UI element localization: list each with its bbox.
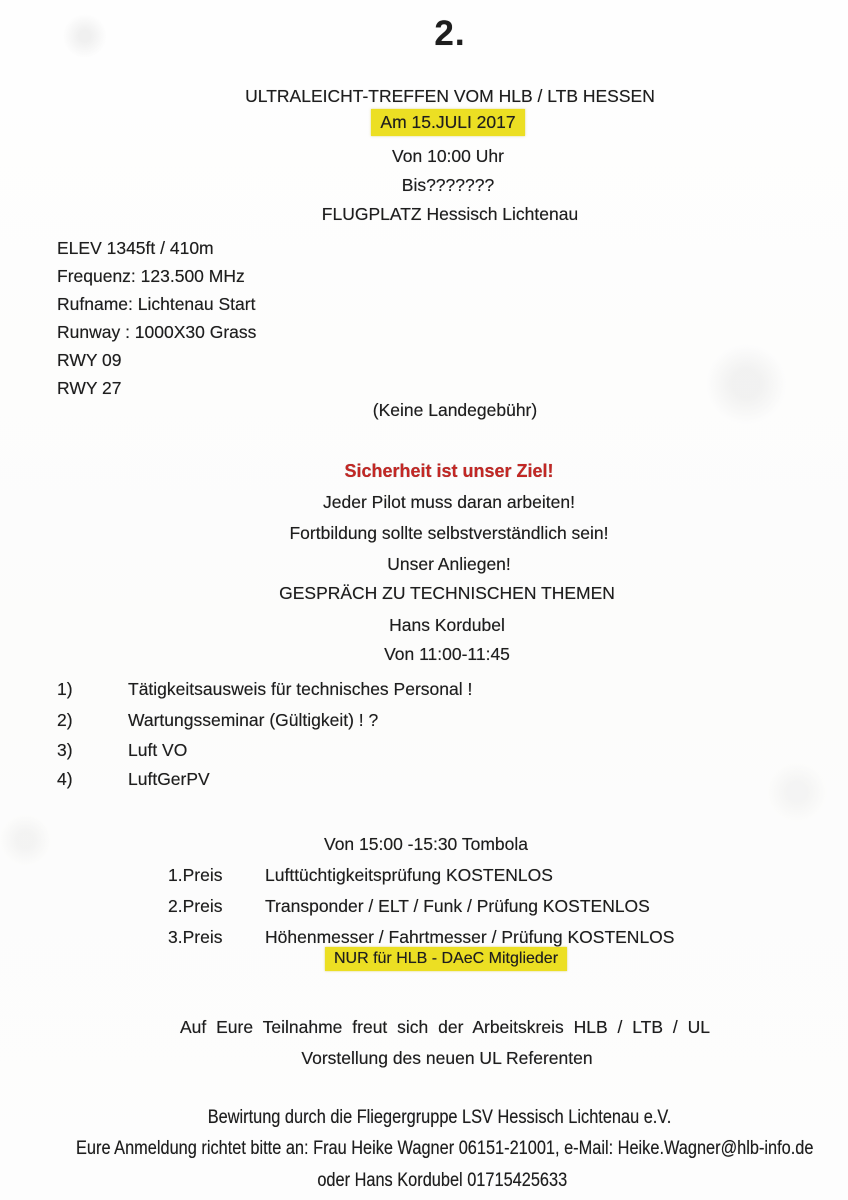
tombola-title: Von 15:00 -15:30 Tombola [323, 834, 528, 854]
airfield-elevation: ELEV 1345ft / 410m [57, 238, 214, 258]
event-location: FLUGPLATZ Hessisch Lichtenau [321, 204, 579, 224]
prize-text: Lufttüchtigkeitsprüfung KOSTENLOS [265, 865, 553, 885]
closing-line-1: Auf Eure Teilnahme freut sich der Arbeitskreis HLB / LTB / UL [180, 1017, 710, 1037]
event-date-highlight: Am 15.JULI 2017 [371, 109, 524, 136]
airfield-rwy-09: RWY 09 [57, 350, 122, 370]
topic-number: 4) [57, 769, 73, 789]
talk-time: Von 11:00-11:45 [384, 644, 510, 664]
tombola-note-line [22, 947, 848, 969]
safety-line-2: Fortbildung sollte selbstverständlich sein! [289, 523, 609, 543]
prize-text: Transponder / ELT / Funk / Prüfung KOSTENLOS [265, 896, 650, 916]
event-start-time: Von 10:00 Uhr [392, 146, 504, 166]
footer-phone-line [18, 1169, 848, 1193]
airfield-runway: Runway : 1000X30 Grass [57, 322, 257, 342]
safety-headline: Sicherheit ist unser Ziel! [344, 461, 554, 481]
topic-number: 2) [57, 710, 73, 730]
tombola-note-highlight: NUR für HLB - DAeC Mitglieder [325, 947, 567, 971]
safety-line-1: Jeder Pilot muss daran arbeiten! [323, 492, 575, 512]
airfield-frequency: Frequenz: 123.500 MHz [57, 266, 245, 286]
footer-catering-line [16, 1106, 848, 1130]
topic-text: LuftGerPV [128, 769, 210, 789]
footer-registration-line [16, 1137, 848, 1161]
page-number: 2. [434, 14, 466, 53]
event-date-line [24, 112, 848, 134]
landing-fee-note: (Keine Landegebühr) [372, 400, 538, 420]
event-title: ULTRALEICHT-TREFFEN VOM HLB / LTB HESSEN [245, 86, 655, 106]
talk-title: GESPRÄCH ZU TECHNISCHEN THEMEN [279, 583, 615, 603]
prize-label: 2.Preis [168, 896, 223, 916]
footer-registration-text: Eure Anmeldung richtet bitte an: Frau Heike Wagner 06151-21001, e-Mail: Heike.Wagner@hlb-info.de [76, 1138, 814, 1159]
topic-number: 1) [57, 679, 73, 699]
safety-line-3: Unser Anliegen! [387, 554, 511, 574]
footer-catering-text: Bewirtung durch die Fliegergruppe LSV Hessisch Lichtenau e.V. [208, 1107, 672, 1128]
prize-text: Höhenmesser / Fahrtmesser / Prüfung KOSTENLOS [265, 927, 675, 947]
prize-label: 1.Preis [168, 865, 223, 885]
footer-phone-text: oder Hans Kordubel 01715425633 [317, 1170, 567, 1191]
topic-number: 3) [57, 740, 73, 760]
topic-text: Luft VO [128, 740, 188, 760]
airfield-callsign: Rufname: Lichtenau Start [57, 294, 256, 314]
airfield-rwy-27: RWY 27 [57, 378, 122, 398]
topic-text: Tätigkeitsausweis für technisches Personal ! [128, 679, 473, 699]
prize-label: 3.Preis [168, 927, 223, 947]
talk-speaker: Hans Kordubel [389, 615, 505, 635]
closing-line-2: Vorstellung des neuen UL Referenten [301, 1048, 593, 1068]
topic-text: Wartungsseminar (Gültigkeit) ! ? [128, 710, 379, 730]
event-end-time: Bis??????? [401, 175, 495, 195]
